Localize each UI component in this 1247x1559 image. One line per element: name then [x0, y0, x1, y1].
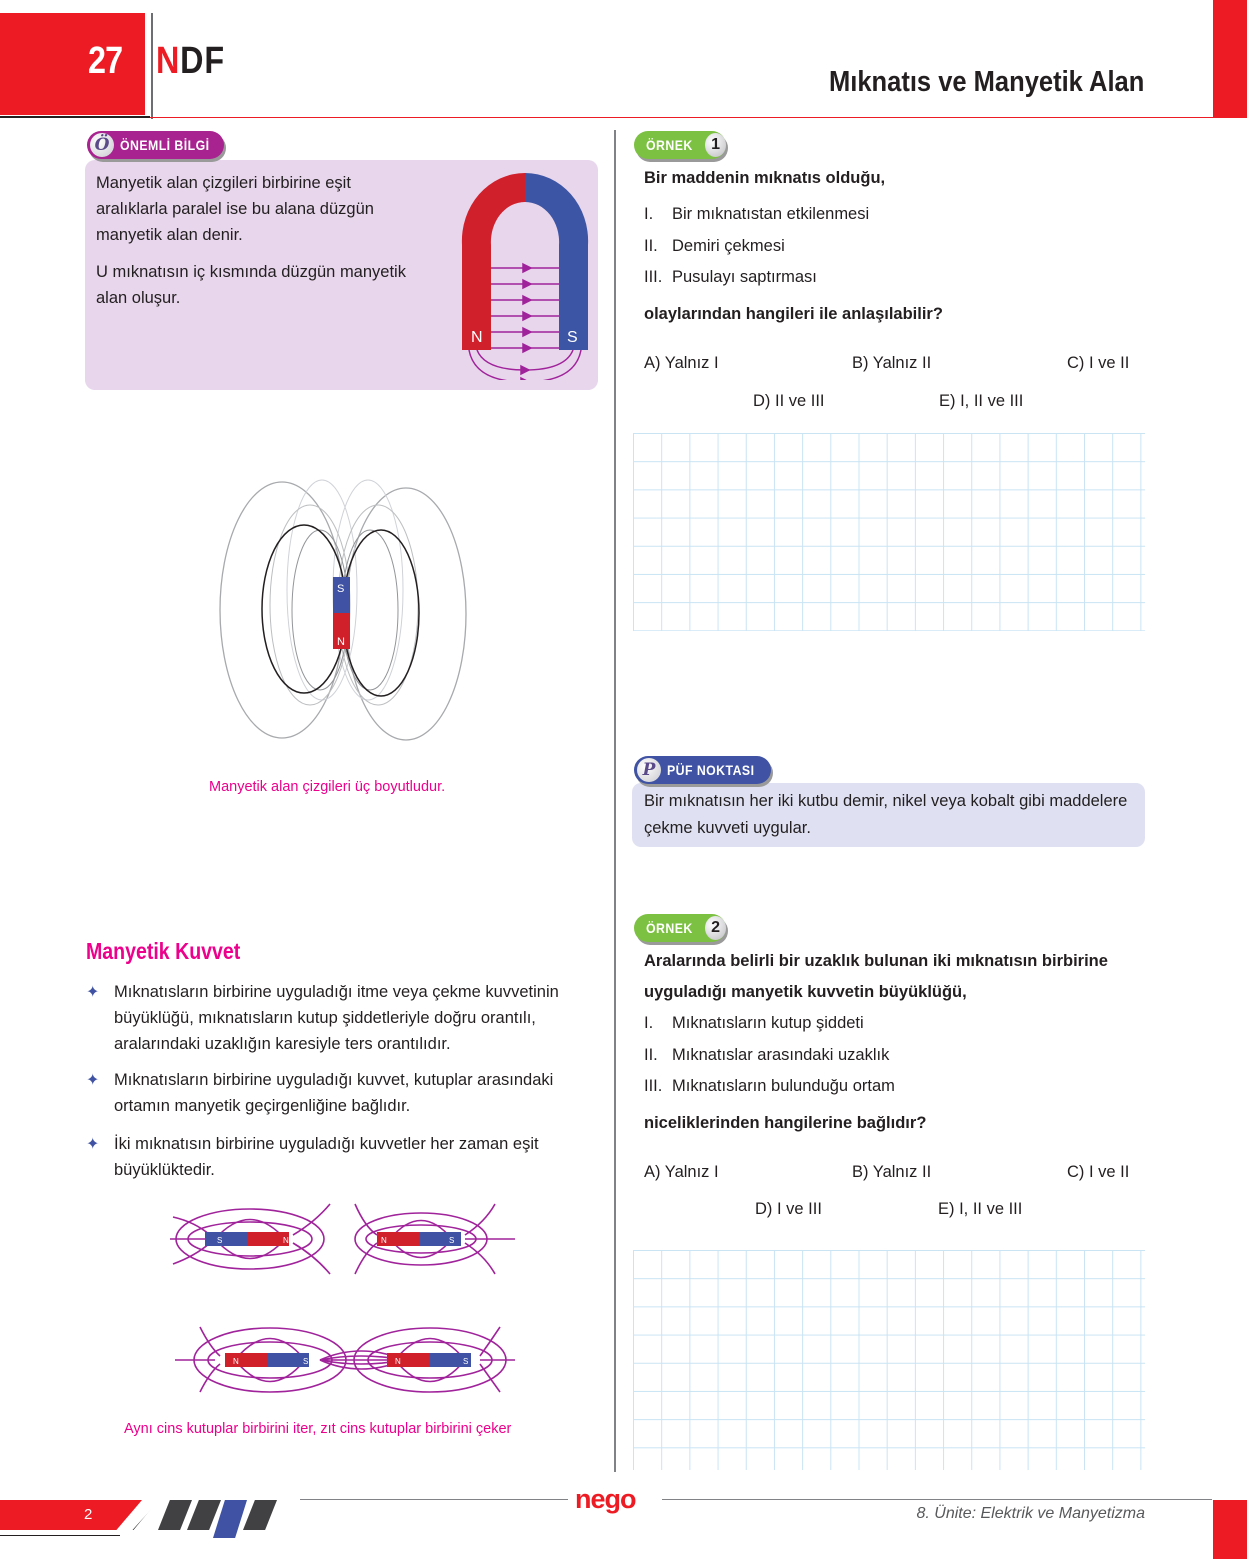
svg-text:N: N — [337, 636, 345, 648]
unit-label: 8. Ünite: Elektrik ve Manyetizma — [916, 1505, 1145, 1522]
example-1-item-2: II. Demiri çekmesi — [644, 237, 785, 255]
publisher-logo: nego — [575, 1484, 636, 1514]
svg-text:S: S — [303, 1357, 309, 1366]
svg-text:N: N — [233, 1357, 239, 1366]
sparkle-bullet-icon: ✦ — [86, 1072, 100, 1089]
svg-text:S: S — [337, 583, 345, 595]
example-2-stem: Aralarında belirli bir uzaklık bulunan iki mıknatısın birbirine uyguladığı manyetik kuvvetin büyüklüğü, — [644, 952, 1108, 1001]
force-bullet-1: ✦ Mıknatısların birbirine uyguladığı itme veya çekme kuvvetinin büyüklüğü, mıknatısların kutup şiddetleriyle doğru orantılı, aralarındaki uzaklığın karesiyle ters orantılıdır. — [86, 979, 601, 1057]
section-title-magnetic-force: Manyetik Kuvvet — [86, 938, 241, 964]
column-divider — [614, 130, 616, 1472]
important-info-tag — [87, 131, 224, 159]
footer-slash-2 — [187, 1500, 221, 1530]
info-paragraph-1: Manyetik alan çizgileri birbirine eşit aralıklarla paralel ise bu alana düzgün manyetik alan denir. — [96, 174, 374, 244]
bar-magnets-caption: Aynı cins kutuplar birbirini iter, zıt cins kutuplar birbirini çeker — [124, 1421, 512, 1437]
svg-text:N: N — [381, 1236, 387, 1245]
example-1-option-e[interactable]: E) I, II ve III — [939, 392, 1024, 410]
example-2-option-b[interactable]: B) Yalnız II — [852, 1163, 932, 1181]
footer-slash-1 — [158, 1500, 192, 1530]
footer-rule-mid-left — [300, 1499, 568, 1500]
field-figure-caption: Manyetik alan çizgileri üç boyutludur. — [209, 779, 446, 795]
example-2-option-a[interactable]: A) Yalnız I — [644, 1163, 719, 1181]
example-1-number: 1 — [705, 133, 726, 157]
tip-label: PÜF NOKTASI — [667, 762, 755, 778]
page-title: Mıknatıs ve Manyetik Alan — [828, 66, 1144, 98]
info-o-icon: Ö — [90, 133, 114, 157]
example-2-question: niceliklerinden hangilerine bağlıdır? — [644, 1114, 927, 1132]
example-1-option-a[interactable]: A) Yalnız I — [644, 354, 719, 372]
u-magnet-figure — [455, 170, 595, 380]
svg-text:S: S — [463, 1357, 469, 1366]
example-2-option-c[interactable]: C) I ve II — [1067, 1163, 1130, 1181]
header-rule — [0, 117, 1213, 118]
example-1-item-3: III. Pusulayı saptırması — [644, 268, 817, 286]
svg-text:S: S — [449, 1236, 455, 1245]
tip-text: Bir mıknatısın her iki kutbu demir, nikel veya kobalt gibi maddelere çekme kuvveti uygular. — [644, 792, 1128, 837]
example-1-stem: Bir maddenin mıknatıs olduğu, — [644, 169, 886, 187]
page-number: 2 — [84, 1506, 93, 1523]
force-bullet-3: ✦ İki mıknatısın birbirine uyguladığı kuvvetler her zaman eşit büyüklüktedir. — [86, 1131, 601, 1183]
3d-field-lines-figure — [210, 470, 480, 770]
example-2-option-d[interactable]: D) I ve III — [755, 1200, 822, 1218]
tip-p-icon: P — [637, 758, 661, 782]
header-red-block — [0, 13, 145, 115]
example-2-item-1: I. Mıknatısların kutup şiddeti — [644, 1014, 864, 1032]
force-bullet-2: ✦ Mıknatısların birbirine uyguladığı kuvvet, kutuplar arasındaki ortamın manyetik geçirgenliğine bağlıdır. — [86, 1067, 601, 1119]
brand-logo — [156, 40, 225, 83]
example-2-item-3: III. Mıknatısların bulunduğu ortam — [644, 1077, 895, 1095]
svg-text:S: S — [217, 1236, 223, 1245]
example-1-option-b[interactable]: B) Yalnız II — [852, 354, 932, 372]
example-1-question: olaylarından hangileri ile anlaşılabilir? — [644, 305, 943, 323]
brand-rest: DF — [180, 40, 225, 82]
svg-text:S: S — [567, 329, 578, 346]
sparkle-bullet-icon: ✦ — [86, 984, 100, 1001]
footer-page-tab — [0, 1500, 142, 1530]
tip-tag — [634, 756, 771, 784]
unit-number: 27 — [88, 40, 123, 82]
example-1-label: ÖRNEK — [646, 137, 693, 153]
svg-text:N: N — [395, 1357, 401, 1366]
example-2-item-2: II. Mıknatıslar arasındaki uzaklık — [644, 1046, 890, 1064]
important-info-label: ÖNEMLİ BİLGİ — [120, 137, 210, 153]
svg-text:N: N — [471, 329, 483, 346]
svg-text:N: N — [283, 1236, 289, 1245]
example-2-scratch-grid — [633, 1250, 1145, 1470]
info-paragraph-2: U mıknatısın iç kısmında düzgün manyetik alan oluşur. — [96, 263, 406, 307]
footer-red-tab — [1213, 1500, 1247, 1559]
header-divider — [151, 13, 153, 119]
example-2-label: ÖRNEK — [646, 920, 693, 936]
example-1-tag — [634, 131, 726, 159]
sparkle-bullet-icon: ✦ — [86, 1136, 100, 1153]
header-rule-dark — [0, 116, 150, 118]
bar-magnets-figure — [165, 1192, 525, 1412]
footer-rule-mid-right — [662, 1499, 1212, 1500]
brand-n: N — [156, 40, 181, 82]
example-1-option-d[interactable]: D) II ve III — [753, 392, 825, 410]
example-2-number: 2 — [705, 916, 726, 940]
header-red-tab — [1213, 0, 1247, 118]
example-1-option-c[interactable]: C) I ve II — [1067, 354, 1130, 372]
footer-rule-left — [0, 1535, 120, 1536]
example-2-option-e[interactable]: E) I, II ve III — [938, 1200, 1023, 1218]
example-1-item-1: I. Bir mıknatıstan etkilenmesi — [644, 205, 870, 223]
footer-slash-3 — [243, 1500, 277, 1530]
example-2-tag — [634, 914, 726, 942]
example-1-scratch-grid — [633, 433, 1145, 631]
